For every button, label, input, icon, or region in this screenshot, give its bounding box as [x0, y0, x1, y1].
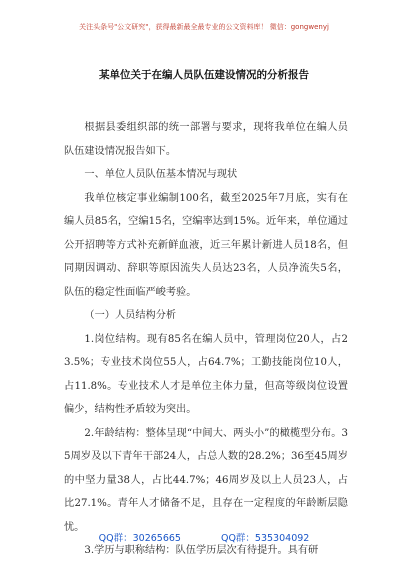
intro-paragraph: 根据县委组织部的统一部署与要求，现将我单位在编人员队伍建设情况报告如下。	[64, 122, 348, 157]
section-paragraph: 我单位核定事业编制100名，截至2025年7月底，实有在编人员85名，空编15名，空编率达到15%。近年来，单位通过公开招聘等方式补充新鲜血液，近三年累计新进人员18名，但同期因调动、辞职等原因流失人员达23名，人员净流失5名，队伍的稳定性面临严峻考验。	[64, 192, 348, 298]
age-structure-paragraph: 2.年龄结构：整体呈现“中间大、两头小”的橄榄型分布。35周岁及以下青年干部24人，占总人数的28.2%；36至45周岁的中坚力量38人，占比44.7%；46周岁及以上人员23人，占比27.1%。青年人才储备不足，且存在一定程度的年龄断层隐忧。	[64, 427, 348, 533]
page-title: 某单位关于在编人员队伍建设情况的分析报告	[99, 69, 309, 81]
qq-group-1: QQ群：30265665	[98, 533, 181, 544]
education-structure-paragraph: 3.学历与职称结构：队伍学历层次有待提升。具有研	[84, 545, 319, 556]
subsection-heading: （一）人员结构分析	[84, 310, 177, 321]
top-banner: 关注头条号"公文研究"，获得最新最全最专业的公文资料库！ 微信：gongwenyj	[79, 23, 329, 31]
qq-group-2: QQ群：535304092	[220, 533, 310, 544]
footer	[0, 532, 408, 546]
post-structure-paragraph: 1.岗位结构。现有85名在编人员中，管理岗位20人，占23.5%；专业技术岗位55人，占64.7%；工勤技能岗位10人，占11.8%。专业技术人才是单位主体力量，但高等级岗位设置偏少，结构性矛盾较为突出。	[64, 333, 348, 415]
document-body	[64, 116, 348, 563]
section-heading: 一、单位人员队伍基本情况与现状	[84, 169, 238, 180]
